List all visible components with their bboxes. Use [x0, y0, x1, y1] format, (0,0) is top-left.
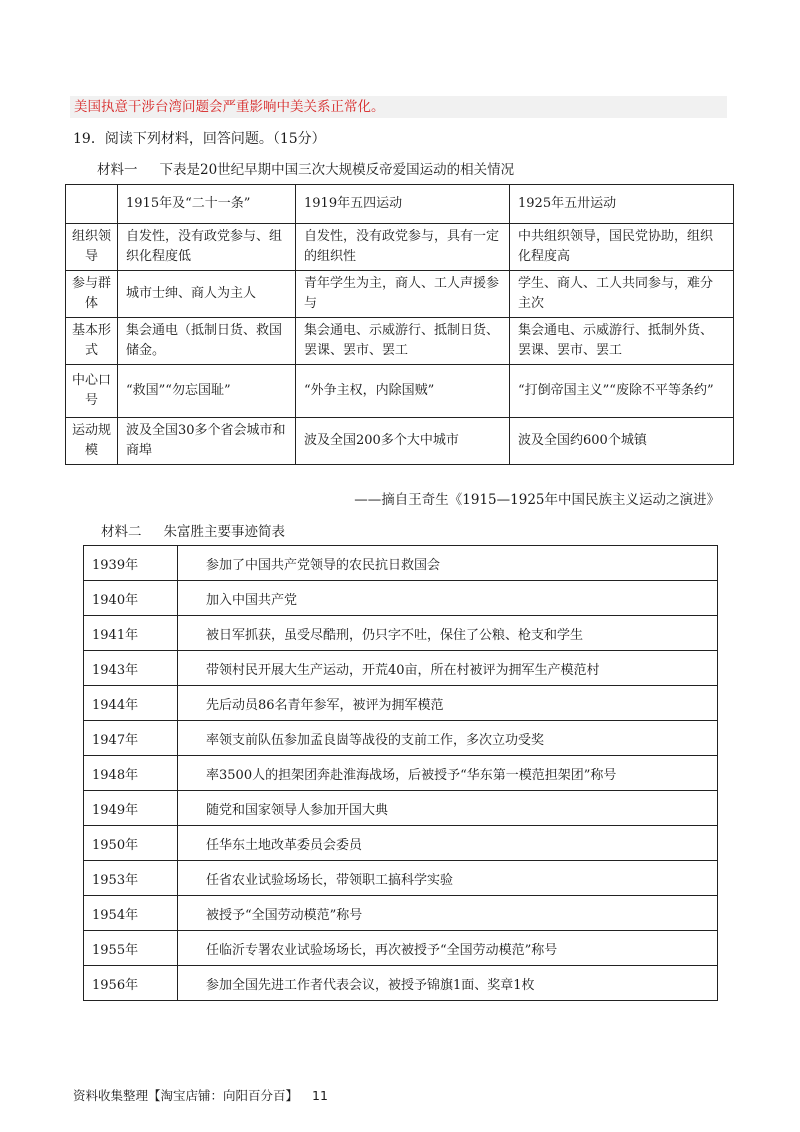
year-cell: 1948年: [84, 756, 178, 791]
event-cell: 参加全国先进工作者代表会议，被授予锦旗1面、奖章1枚: [178, 966, 718, 1001]
material2-caption: [101, 520, 285, 540]
table-cell: 自发性，没有政党参与，具有一定的组织性: [296, 224, 510, 271]
table-row: [84, 651, 718, 686]
table-cell: 集会通电（抵制日货、救国储金。: [118, 318, 296, 365]
table-header-cell: 1919年五四运动: [296, 185, 510, 224]
table-cell: 学生、商人、工人共同参与，难分主次: [510, 271, 734, 318]
table-cell: 自发性，没有政党参与、组织化程度低: [118, 224, 296, 271]
table-row: [84, 791, 718, 826]
table-header-cell: [66, 185, 118, 224]
biography-table: [83, 545, 718, 1001]
movements-table: [65, 184, 734, 465]
table-row: [66, 271, 734, 318]
event-cell: 先后动员86名青年参军，被评为拥军模范: [178, 686, 718, 721]
year-cell: 1954年: [84, 896, 178, 931]
event-cell: 任临沂专署农业试验场场长，再次被授予“全国劳动模范”称号: [178, 931, 718, 966]
table-row: [84, 686, 718, 721]
material1-caption: [97, 158, 514, 178]
table-row: [66, 224, 734, 271]
material2-title: 朱富胜主要事迹简表: [163, 524, 285, 540]
table-row: [84, 861, 718, 896]
table-cell: 波及全国约600个城镇: [510, 418, 734, 465]
event-cell: 加入中国共产党: [178, 581, 718, 616]
row-header: 基本形式: [66, 318, 118, 365]
year-cell: 1953年: [84, 861, 178, 896]
footer-text: 资料收集整理【淘宝店铺：向阳百分百】: [73, 1088, 299, 1103]
table-cell: 青年学生为主，商人、工人声援参与: [296, 271, 510, 318]
event-cell: 参加了中国共产党领导的农民抗日救国会: [178, 546, 718, 581]
year-cell: 1943年: [84, 651, 178, 686]
table-cell: 波及全国30多个省会城市和商埠: [118, 418, 296, 465]
table-row: [66, 418, 734, 465]
event-cell: 率3500人的担架团奔赴淮海战场，后被授予“华东第一模范担架团”称号: [178, 756, 718, 791]
highlighted-answer-line: 美国执意干涉台湾问题会严重影响中美关系正常化。: [70, 96, 727, 118]
year-cell: 1950年: [84, 826, 178, 861]
table-row: [84, 616, 718, 651]
table-row: [84, 581, 718, 616]
table-cell: “打倒帝国主义”“废除不平等条约”: [510, 365, 734, 418]
material1-label: 材料一: [97, 162, 138, 178]
year-cell: 1944年: [84, 686, 178, 721]
year-cell: 1955年: [84, 931, 178, 966]
year-cell: 1940年: [84, 581, 178, 616]
year-cell: 1939年: [84, 546, 178, 581]
year-cell: 1956年: [84, 966, 178, 1001]
table-cell: “外争主权，内除国贼”: [296, 365, 510, 418]
question-19: 19．阅读下列材料，回答问题。（15分）: [73, 131, 326, 147]
page-number: 11: [312, 1088, 328, 1103]
table-cell: 中共组织领导，国民党协助，组织化程度高: [510, 224, 734, 271]
year-cell: 1947年: [84, 721, 178, 756]
event-cell: 被授予“全国劳动模范”称号: [178, 896, 718, 931]
table-row: [84, 826, 718, 861]
table-row: [84, 896, 718, 931]
table-header-cell: 1915年及“二十一条”: [118, 185, 296, 224]
event-cell: 被日军抓获，虽受尽酷刑，仍只字不吐，保住了公粮、枪支和学生: [178, 616, 718, 651]
row-header: 参与群体: [66, 271, 118, 318]
table-row: [66, 365, 734, 418]
table-row: [84, 546, 718, 581]
table-cell: 城市士绅、商人为主人: [118, 271, 296, 318]
row-header: 运动规模: [66, 418, 118, 465]
table-row: [66, 318, 734, 365]
year-cell: 1949年: [84, 791, 178, 826]
year-cell: 1941年: [84, 616, 178, 651]
material1-title: 下表是20世纪早期中国三次大规模反帝爱国运动的相关情况: [159, 162, 515, 178]
event-cell: 任华东土地改革委员会委员: [178, 826, 718, 861]
row-header: 中心口号: [66, 365, 118, 418]
event-cell: 带领村民开展大生产运动，开荒40亩，所在村被评为拥军生产模范村: [178, 651, 718, 686]
row-header: 组织领导: [66, 224, 118, 271]
event-cell: 率领支前队伍参加孟良崮等战役的支前工作，多次立功受奖: [178, 721, 718, 756]
event-cell: 任省农业试验场场长，带领职工搞科学实验: [178, 861, 718, 896]
table-row: [84, 966, 718, 1001]
table-row: [84, 756, 718, 791]
table-cell: 集会通电、示威游行、抵制日货、罢课、罢市、罢工: [296, 318, 510, 365]
table-row: [84, 931, 718, 966]
table-header-cell: 1925年五卅运动: [510, 185, 734, 224]
table-cell: 集会通电、示威游行、抵制外货、罢课、罢市、罢工: [510, 318, 734, 365]
event-cell: 随党和国家领导人参加开国大典: [178, 791, 718, 826]
page-footer: [73, 1086, 328, 1104]
material2-label: 材料二: [101, 524, 142, 540]
table-header-row: [66, 185, 734, 224]
material1-source: ——摘自王奇生《1915—1925年中国民族主义运动之演进》: [354, 492, 720, 508]
table-row: [84, 721, 718, 756]
table-cell: “救国”“勿忘国耻”: [118, 365, 296, 418]
table-cell: 波及全国200多个大中城市: [296, 418, 510, 465]
